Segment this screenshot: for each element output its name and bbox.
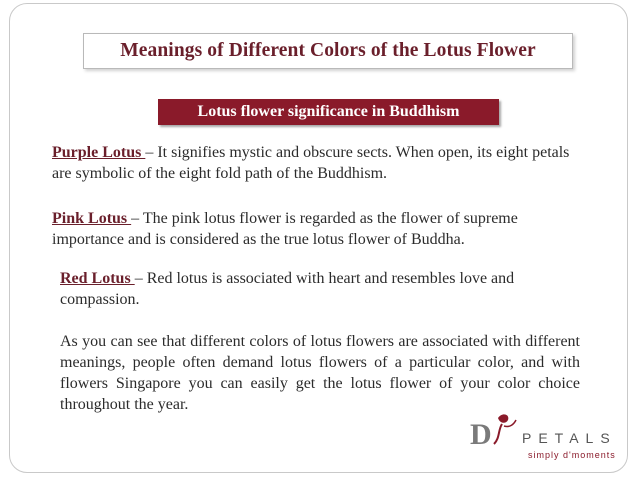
term-red-lotus: Red Lotus	[60, 270, 135, 287]
title-box	[83, 33, 573, 69]
brand-logo	[470, 418, 620, 468]
section-banner-label: Lotus flower significance in Buddhism	[197, 103, 460, 120]
dash: –	[145, 144, 158, 161]
logo-letter: D	[470, 418, 492, 451]
dash: –	[131, 210, 143, 227]
term-pink-lotus: Pink Lotus	[52, 210, 132, 227]
logo-tagline: simply d'moments	[528, 450, 616, 460]
section-banner	[158, 99, 499, 125]
paragraph-text: Red lotus is associated with heart and resembles love and compassion.	[60, 270, 515, 308]
dash: –	[134, 270, 147, 287]
paragraph-text: It signifies mystic and obscure sects. When open, its eight petals are symbolic of the eight fold path of the Buddhism.	[52, 144, 570, 182]
paragraph-pink-lotus	[52, 208, 592, 250]
logo-wordmark: PETALS	[522, 430, 617, 446]
term-purple-lotus: Purple Lotus	[52, 144, 146, 161]
paragraph-text: The pink lotus flower is regarded as the flower of supreme importance and is considered as the true lotus flower of Buddha.	[52, 210, 518, 248]
paragraph-red-lotus	[60, 268, 580, 310]
page-title: Meanings of Different Colors of the Lotus Flower	[120, 40, 536, 61]
paragraph-purple-lotus	[52, 142, 572, 184]
paragraph-conclusion: As you can see that different colors of lotus flowers are associated with different meanings, people often demand lotus flowers of a particular color, and with flowers Singapore you can easily get the lotus flower of your color choice throughout the year.	[60, 333, 580, 413]
